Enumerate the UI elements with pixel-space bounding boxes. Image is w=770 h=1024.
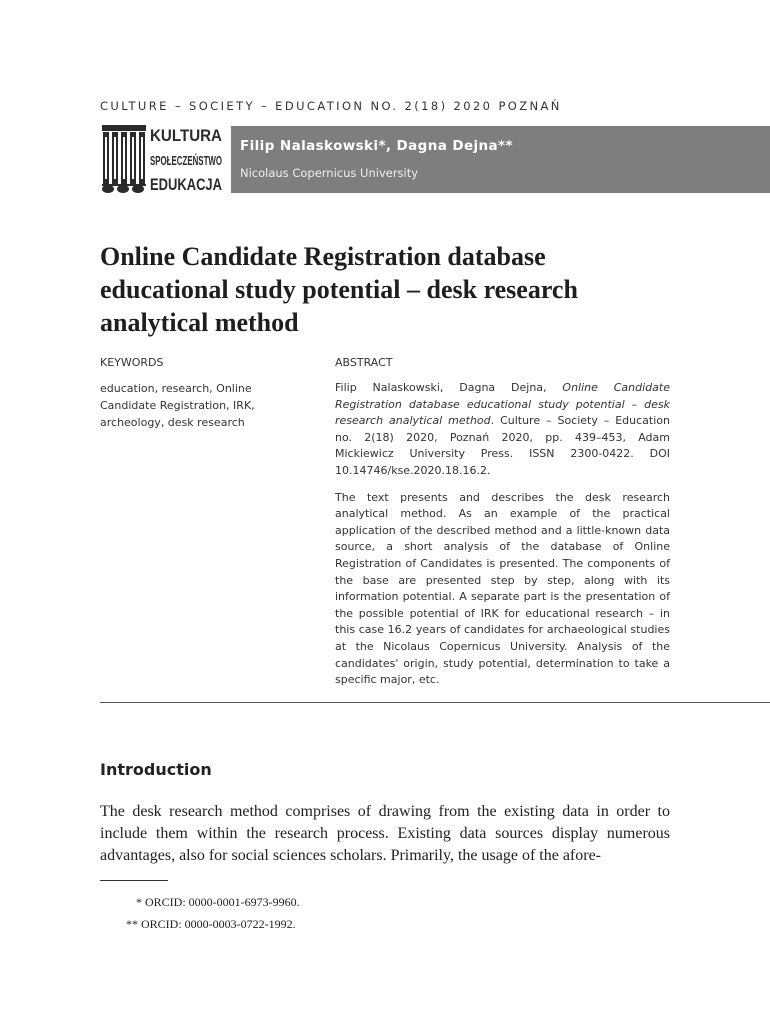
citation-authors: Filip Nalaskowski, Dagna Dejna, — [335, 381, 563, 394]
svg-text:SPOŁECZEŃSTWO: SPOŁECZEŃSTWO — [150, 153, 222, 168]
journal-header: CULTURE – SOCIETY – EDUCATION NO. 2(18) 2020 POZNAŃ — [100, 99, 562, 113]
footnote-divider — [100, 880, 168, 881]
abstract-heading: ABSTRACT — [335, 356, 393, 369]
section-divider — [100, 702, 770, 703]
keywords-list: education, research, Online Candidate Registration, IRK, archeology, desk research — [100, 382, 255, 429]
introduction-paragraph: The desk research method comprises of drawing from the existing data in order to include them within the research process. Existing data sources display numerous advantages, also for social sciences scholars. Primarily, the usage of the afore- — [100, 803, 670, 864]
journal-logo — [100, 123, 224, 195]
citation-title: Online Candidate Registration database educational study potential – desk research analytical method — [335, 381, 670, 428]
abstract-body: The text presents and describes the desk research analytical method. As an example of the practical application of the described method and a little-known data source, a short analysis of the database of Online Registration of Candidates is presented. The components of the base are presented step by step, along with its information potential. A separate part is the presentation of the possible potential of IRK for educational research – in this case 16.2 years of candidates for archaeological studies at the Nicolaus Copernicus University. Analysis of the candidates' origin, study potential, determination to take a specific major, etc. — [335, 490, 670, 687]
footnote-2: ** ORCID: 0000-0003-0722-1992. — [126, 917, 296, 931]
abstract-citation — [335, 380, 670, 480]
keywords-heading: KEYWORDS — [100, 356, 164, 369]
author-names: Filip Nalaskowski*, Dagna Dejna** — [240, 138, 513, 154]
svg-text:KULTURA: KULTURA — [150, 126, 222, 145]
author-banner — [231, 126, 770, 193]
columns-logo-icon — [100, 123, 224, 195]
abstract-block — [335, 380, 670, 699]
author-affiliation: Nicolaus Copernicus University — [240, 166, 419, 180]
introduction-heading: Introduction — [100, 760, 212, 779]
citation-details: . Culture – Society – Education no. 2(18) 2020, Poznań 2020, pp. 439–453, Adam Mickiewicz University Press. ISSN 2300-0422. DOI 10.14746/kse.2020.18.16.2. — [335, 414, 670, 477]
svg-text:EDUKACJA: EDUKACJA — [150, 175, 222, 194]
paper-title: Online Candidate Registration database educational study potential – desk research analytical method — [100, 242, 578, 337]
footnote-1: * ORCID: 0000-0001-6973-9960. — [136, 895, 300, 909]
